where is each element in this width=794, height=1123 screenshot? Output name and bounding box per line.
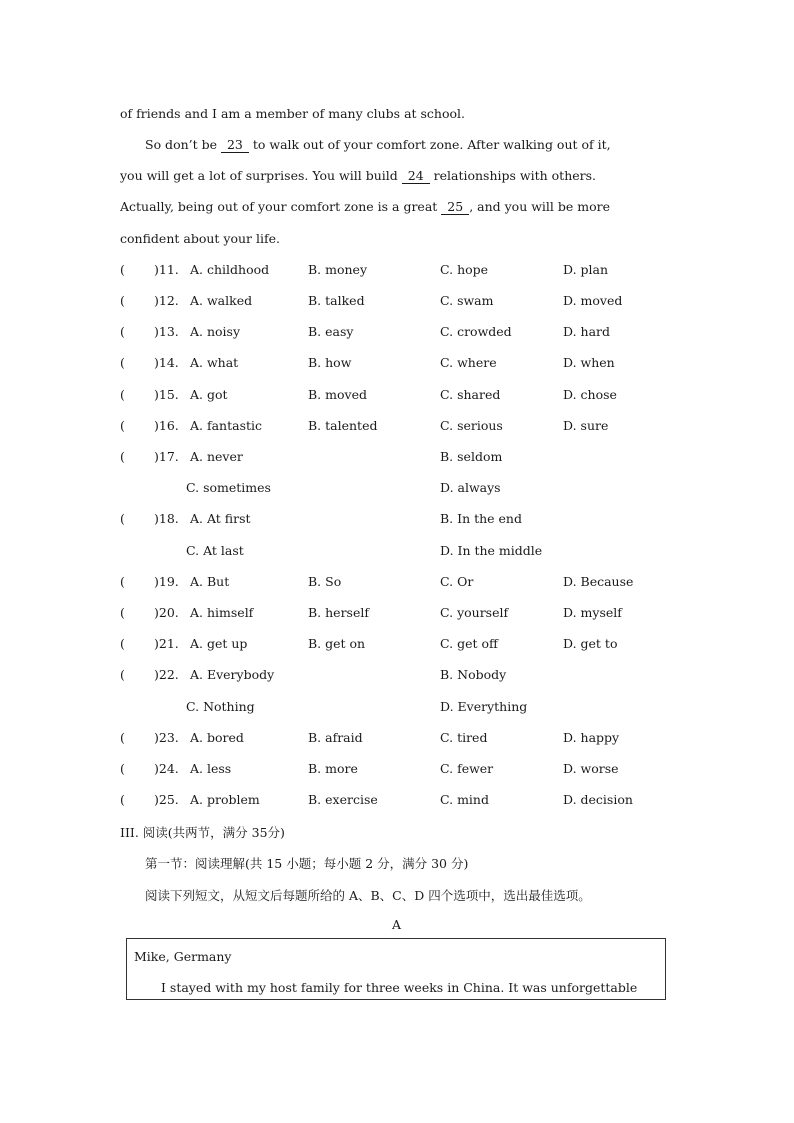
blank-23: 23 [221,138,249,153]
option-b: B. herself [308,605,369,620]
answer-paren: ( [120,262,125,277]
option-b: B. get on [308,636,366,651]
question-number: )14. [154,355,179,370]
option-b: B. afraid [308,730,363,745]
answer-paren: ( [120,387,125,402]
option-d: D. Everything [440,699,528,714]
answer-paren: ( [120,574,125,589]
answer-paren: ( [120,730,125,745]
answer-paren: ( [120,511,125,526]
option-c: C. Or [440,574,474,589]
option-b: B. In the end [440,511,522,526]
option-c: C. hope [440,262,489,277]
option-d: D. plan [563,262,609,277]
question-number: )12. [154,293,179,308]
option-c: C. shared [440,387,501,402]
question-number: )17. [154,449,179,464]
answer-paren: ( [120,418,125,433]
passage-text: Actually, being out of your comfort zone is a great [120,199,442,214]
passage-line [145,137,611,153]
option-d: D. Because [563,574,634,589]
option-c: C. mind [440,792,489,807]
passage-text: , and you will be more [469,199,611,214]
option-d: D. In the middle [440,543,543,558]
question-number: )16. [154,418,179,433]
answer-paren: ( [120,792,125,807]
option-b: B. talented [308,418,378,433]
option-d: D. hard [563,324,611,339]
option-b: B. talked [308,293,365,308]
option-c: C. sometimes [186,480,271,495]
option-a: A. walked [190,293,253,308]
question-number: )18. [154,511,179,526]
question-number: )21. [154,636,179,651]
option-b: B. how [308,355,352,370]
option-a: A. problem [190,792,260,807]
question-number: )11. [154,262,179,277]
option-a: A. bored [190,730,244,745]
option-a: A. At first [190,511,251,526]
question-number: )23. [154,730,179,745]
passage-line: confident about your life. [120,231,280,246]
passage-line [120,199,610,215]
option-d: D. chose [563,387,617,402]
answer-paren: ( [120,355,125,370]
option-a: A. himself [190,605,254,620]
question-number: )25. [154,792,179,807]
option-a: A. fantastic [190,418,263,433]
question-number: )15. [154,387,179,402]
passage-author: Mike, Germany [134,949,232,964]
option-b: B. more [308,761,358,776]
option-c: C. crowded [440,324,512,339]
answer-paren: ( [120,605,125,620]
option-a: A. childhood [190,262,270,277]
question-number: )13. [154,324,179,339]
option-b: B. So [308,574,342,589]
answer-paren: ( [120,636,125,651]
passage-text: relationships with others. [429,168,597,183]
option-a: A. But [190,574,230,589]
passage-box [126,938,666,1000]
option-a: A. what [190,355,239,370]
passage-label: A [392,917,402,932]
blank-24: 24 [402,169,430,184]
option-c: C. yourself [440,605,509,620]
question-number: )22. [154,667,179,682]
option-c: C. get off [440,636,498,651]
option-a: A. never [190,449,243,464]
option-d: D. when [563,355,615,370]
option-d: D. happy [563,730,620,745]
part-heading: 第一节：阅读理解(共 15 小题；每小题 2 分，满分 30 分) [145,856,469,871]
option-b: B. money [308,262,368,277]
passage-text: you will get a lot of surprises. You will build [120,168,402,183]
instruction-text: 阅读下列短文，从短文后每题所给的 A、B、C、D 四个选项中，选出最佳选项。 [145,888,591,903]
option-b: B. easy [308,324,354,339]
option-c: C. Nothing [186,699,255,714]
option-b: B. Nobody [440,667,507,682]
option-c: C. tired [440,730,488,745]
option-b: B. seldom [440,449,503,464]
option-b: B. moved [308,387,367,402]
option-d: D. decision [563,792,633,807]
option-a: A. got [190,387,228,402]
option-c: C. fewer [440,761,494,776]
option-d: D. get to [563,636,618,651]
option-c: C. serious [440,418,503,433]
answer-paren: ( [120,293,125,308]
question-number: )24. [154,761,179,776]
option-d: D. moved [563,293,623,308]
passage-text: So don’t be [145,137,221,152]
option-d: D. always [440,480,501,495]
option-d: D. worse [563,761,619,776]
option-d: D. myself [563,605,622,620]
option-a: A. get up [190,636,248,651]
answer-paren: ( [120,761,125,776]
option-c: C. At last [186,543,244,558]
passage-text: to walk out of your comfort zone. After walking out of it, [248,137,611,152]
passage-text: I stayed with my host family for three weeks in China. It was unforgettable [161,980,638,995]
option-a: A. noisy [190,324,241,339]
question-number: )19. [154,574,179,589]
section-heading: III. 阅读(共两节，满分 35分) [120,825,285,840]
answer-paren: ( [120,667,125,682]
option-c: C. swam [440,293,494,308]
blank-25: 25 [441,200,469,215]
answer-paren: ( [120,449,125,464]
option-d: D. sure [563,418,609,433]
option-a: A. less [190,761,232,776]
passage-line: of friends and I am a member of many clubs at school. [120,106,466,121]
option-c: C. where [440,355,497,370]
option-a: A. Everybody [190,667,275,682]
question-number: )20. [154,605,179,620]
passage-line [120,168,596,184]
answer-paren: ( [120,324,125,339]
option-b: B. exercise [308,792,378,807]
